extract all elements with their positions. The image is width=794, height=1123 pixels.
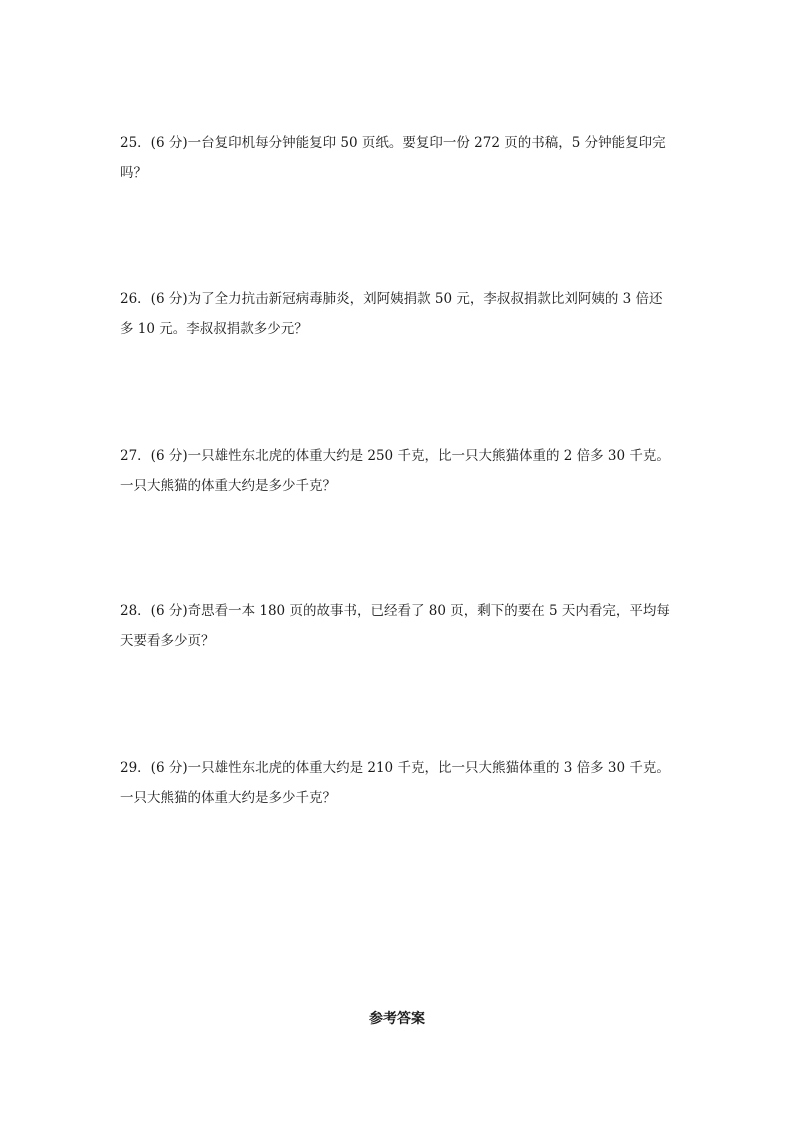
question-26-line-1: 26．(6 分)为了全力抗击新冠病毒肺炎，刘阿姨捐款 50 元，李叔叔捐款比刘阿姨的 3 倍还 bbox=[120, 291, 663, 307]
answer-section-title: 参考答案 bbox=[369, 1011, 425, 1027]
question-27 bbox=[120, 441, 680, 501]
question-28 bbox=[120, 596, 680, 656]
question-27-line-2: 一只大熊猫的体重大约是多少千克？ bbox=[120, 478, 336, 494]
question-28-line-2: 天要看多少页？ bbox=[120, 633, 215, 649]
question-29-line-1: 29．(6 分)一只雄性东北虎的体重大约是 210 千克，比一只大熊猫体重的 3 倍多 30 千克。 bbox=[120, 760, 670, 776]
question-28-line-1: 28．(6 分)奇思看一本 180 页的故事书，已经看了 80 页，剩下的要在 5 天内看完，平均每 bbox=[120, 603, 670, 619]
question-25 bbox=[120, 128, 680, 188]
question-29 bbox=[120, 753, 680, 813]
question-25-line-2: 吗？ bbox=[120, 165, 147, 181]
question-29-line-2: 一只大熊猫的体重大约是多少千克？ bbox=[120, 790, 336, 806]
question-25-line-1: 25．(6 分)一台复印机每分钟能复印 50 页纸。要复印一份 272 页的书稿，5 分钟能复印完 bbox=[120, 135, 666, 151]
question-26-line-2: 多 10 元。李叔叔捐款多少元？ bbox=[120, 321, 308, 337]
question-27-line-1: 27．(6 分)一只雄性东北虎的体重大约是 250 千克，比一只大熊猫体重的 2 倍多 30 千克。 bbox=[120, 448, 670, 464]
question-26 bbox=[120, 284, 680, 344]
